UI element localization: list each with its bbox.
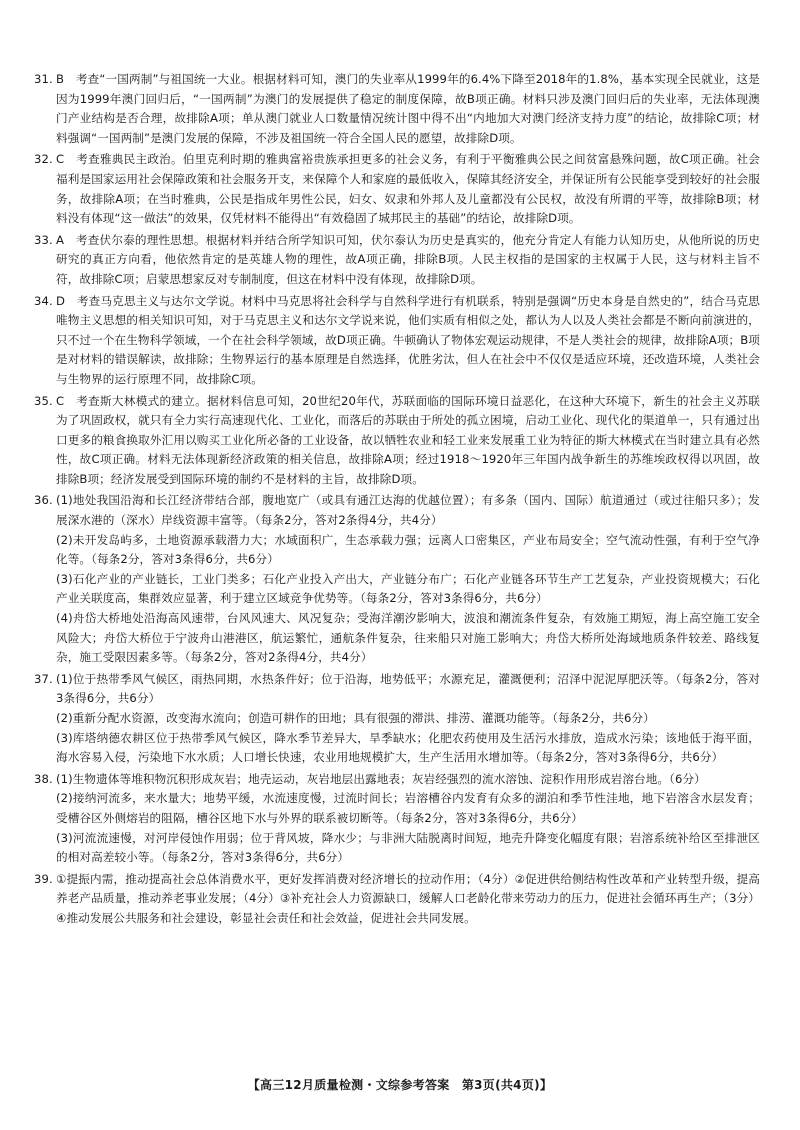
- answer-part-2: (2)重新分配水资源，改变海水流向；创造可耕作的田地；具有很强的滞洪、排涝、灌溉功能等。（每条2分，共6分）: [56, 711, 655, 725]
- answer-text: A 考查伏尔泰的理性思想。根据材料并结合所学知识可知，伏尔泰认为历史是真实的，他充分肯定人有能力认知历史，从他所说的历史研究的真正方向看，他依然肯定的是英雄人物的理性，故A项正确，排除B项。人民主权指的是国家的主权属于人民，这与材料主旨不符，故排除C项；启蒙思想家反对专制制度，但这在材料中没有体现，故排除D项。: [56, 232, 760, 286]
- answer-part-1: (1)位于热带季风气候区，雨热同期，水热条件好；位于沿海，地势低平；水源充足，灌溉便利；沼泽中泥泥厚肥沃等。（每条2分，答对3条得6分，共6分）: [56, 671, 760, 706]
- question-number: 32.: [34, 152, 53, 167]
- answer-text: C 考查雅典民主政治。伯里克利时期的雅典富裕贵族承担更多的社会义务，有利于平衡雅典公民之间贫富悬殊问题，故C项正确。社会福利是国家运用社会保障政策和社会服务开支，来保障个人和家庭的最低收入，保障其经济安全，并保证所有公民能享受到较好的社会服务，故排除A项；在当时雅典，公民是指成年男性公民，妇女、奴隶和外邦人及儿童都没有公民权，故没有所谓的平等，故排除B项；材料没有体现“这一做法”的效果，仅凭材料不能得出“有效稳固了城邦民主的基础”的结论，故排除D项。: [56, 152, 760, 226]
- page-footer: 【高三12月质量检测・文综参考答案 第3页(共4页)】: [247, 1078, 553, 1092]
- question-number: 36.: [34, 493, 53, 508]
- answer-text: D 考查马克思主义与达尔文学说。材料中马克思将社会科学与自然科学进行有机联系，特别是强调“历史本身是自然史的”，结合马克思唯物主义思想的相关知识可知，对于马克思主义和达尔文学说来说，他们实质有相似之处，都认为人以及人类社会都是不断向前演进的，只不过一个在生物科学领域，一个在社会科学领域，故D项正确。牛顿确认了物体宏观运动规律，不是人类社会的规律，故排除A项；B项是对材料的错误解读，故排除；生物界运行的基本原理是自然选择，优胜劣汰，但人在社会中不仅仅是适应环境，还改造环境，人类社会与生物界的运行原理不同，故排除C项。: [56, 293, 760, 386]
- question-number: 35.: [34, 393, 53, 408]
- answer-part-3: (3)河流流速慢，对河岸侵蚀作用弱；位于背风坡，降水少；与非洲大陆脱离时间短，地壳升降变化幅度有限；岩溶系统补给区至排泄区的相对高差较小等。（每条2分，答对3条得6分，共6分）: [56, 830, 760, 865]
- answer-36: [34, 491, 760, 667]
- answer-text: ①提振内需，推动提高社会总体消费水平，更好发挥消费对经济增长的拉动作用；（4分）②促进供给侧结构性改革和产业转型升级，提高养老产品质量，推动养老事业发展；（4分）③补充社会人力资源缺口，缓解人口老龄化带来劳动力的压力，促进社会循环再生产；（3分）④推动发展公共服务和社会建设，彰显社会责任和社会效益，促进社会共同发展。: [56, 871, 760, 925]
- answer-key-body: [34, 70, 760, 931]
- answer-part-1: (1)地处我国沿海和长江经济带结合部，腹地宽广（或具有通江达海的优越位置）；有多条（国内、国际）航道通过（或过往船只多）；发展深水港的（深水）岸线资源丰富等。（每条2分，答对2条得4分，共4分）: [56, 493, 760, 528]
- answer-part-2: (2)未开发岛屿多，土地资源承载潜力大；水域面积广，生态承载力强；远离人口密集区，产业布局安全；空气流动性强，有利于空气净化等。（每条2分，答对3条得6分，共6分）: [56, 532, 760, 567]
- answer-part-3: (3)石化产业的产业链长，工业门类多；石化产业投入产出大，产业链分布广；石化产业链各环节生产工艺复杂，产业投资规模大；石化产业关联度高，集群效应显著，利于建立区域竞争优势等。（每条2分，答对3条得6分，共6分）: [56, 571, 760, 606]
- question-number: 38.: [34, 771, 53, 786]
- answer-part-2: (2)接纳河流多，来水量大；地势平缓，水流速度慢，过流时间长；岩溶槽谷内发育有众多的湖泊和季节性洼地，地下岩溶含水层发育；受槽谷区外侧熔岩的阻隔，槽谷区地下水与外界的联系被切断等。（每条2分，答对3条得6分，共6分）: [56, 791, 760, 825]
- answer-35: [34, 392, 760, 490]
- question-number: 31.: [34, 72, 53, 86]
- answer-34: [34, 292, 760, 390]
- answer-39: [34, 870, 760, 929]
- question-number: 39.: [34, 871, 53, 886]
- question-number: 34.: [34, 293, 53, 308]
- answer-part-3: (3)库塔纳德农耕区位于热带季风气候区，降水季节差异大，旱季缺水；化肥农药使用及生活污水排放，造成水污染；该地低于海平面，海水容易入侵，污染地下水水质；人口增长快速，农业用地规模扩大，生产生活用水增加等。（每条2分，答对3条得6分，共6分）: [56, 730, 760, 765]
- question-number: 33.: [34, 232, 53, 247]
- answer-text: B 考查“一国两制”与祖国统一大业。根据材料可知，澳门的失业率从1999年的6.4%下降至2018年的1.8%，基本实现全民就业，这是因为1999年澳门回归后，“一国两制”为澳门的发展提供了稳定的制度保障，故B项正确。材料只涉及澳门回归后的失业率，无法体现澳门产业结构是否合理，故排除A项；单从澳门就业人口数量情况统计图中得不出“内地加大对澳门经济支持力度”的结论，故排除C项；材料强调“一国两制”是澳门发展的保障，不涉及祖国统一符合全国人民的愿望，故排除D项。: [56, 72, 760, 145]
- answer-32: [34, 150, 760, 228]
- answer-part-1: (1)生物遗体等堆积物沉积形成灰岩；地壳运动，灰岩地层出露地表；灰岩经强烈的流水溶蚀、淀积作用形成岩溶台地。（6分）: [56, 771, 706, 786]
- answer-part-4: (4)舟岱大桥地处沿海高风速带，台风风速大、风况复杂；受海洋潮汐影响大，波浪和潮流条件复杂，有效施工期短，海上高空施工安全风险大；舟岱大桥位于宁波舟山港港区，航运繁忙，通航条件复杂，往来船只对施工影响大；舟岱大桥所处海域地质条件较差、路线复杂，施工受限因素多等。（每条2分，答对2条得4分，共4分）: [56, 611, 760, 665]
- answer-text: C 考查斯大林模式的建立。据材料信息可知，20世纪20年代，苏联面临的国际环境日益恶化，在这种大环境下，新生的社会主义苏联为了巩固政权，就只有全力实行高速现代化、工业化，而落后的苏联由于所处的孤立困境，启动工业化、现代化的渠道单一，只有通过出口更多的粮食换取外汇用以购买工业化所必备的工业设备，故以牺牲农业和轻工业来发展重工业为特征的斯大林模式在当时建立具有必然性，故C项正确。材料无法体现新经济政策的相关信息，故排除A项；经过1918～1920年三年国内战争新生的苏维埃政权得以巩固，故排除B项；经济发展受到国际环境的制约不是材料的主旨，故排除D项。: [56, 393, 760, 486]
- answer-33: [34, 231, 760, 290]
- answer-31: [34, 70, 760, 148]
- question-number: 37.: [34, 671, 53, 686]
- answer-38: [34, 770, 760, 868]
- answer-37: [34, 670, 760, 768]
